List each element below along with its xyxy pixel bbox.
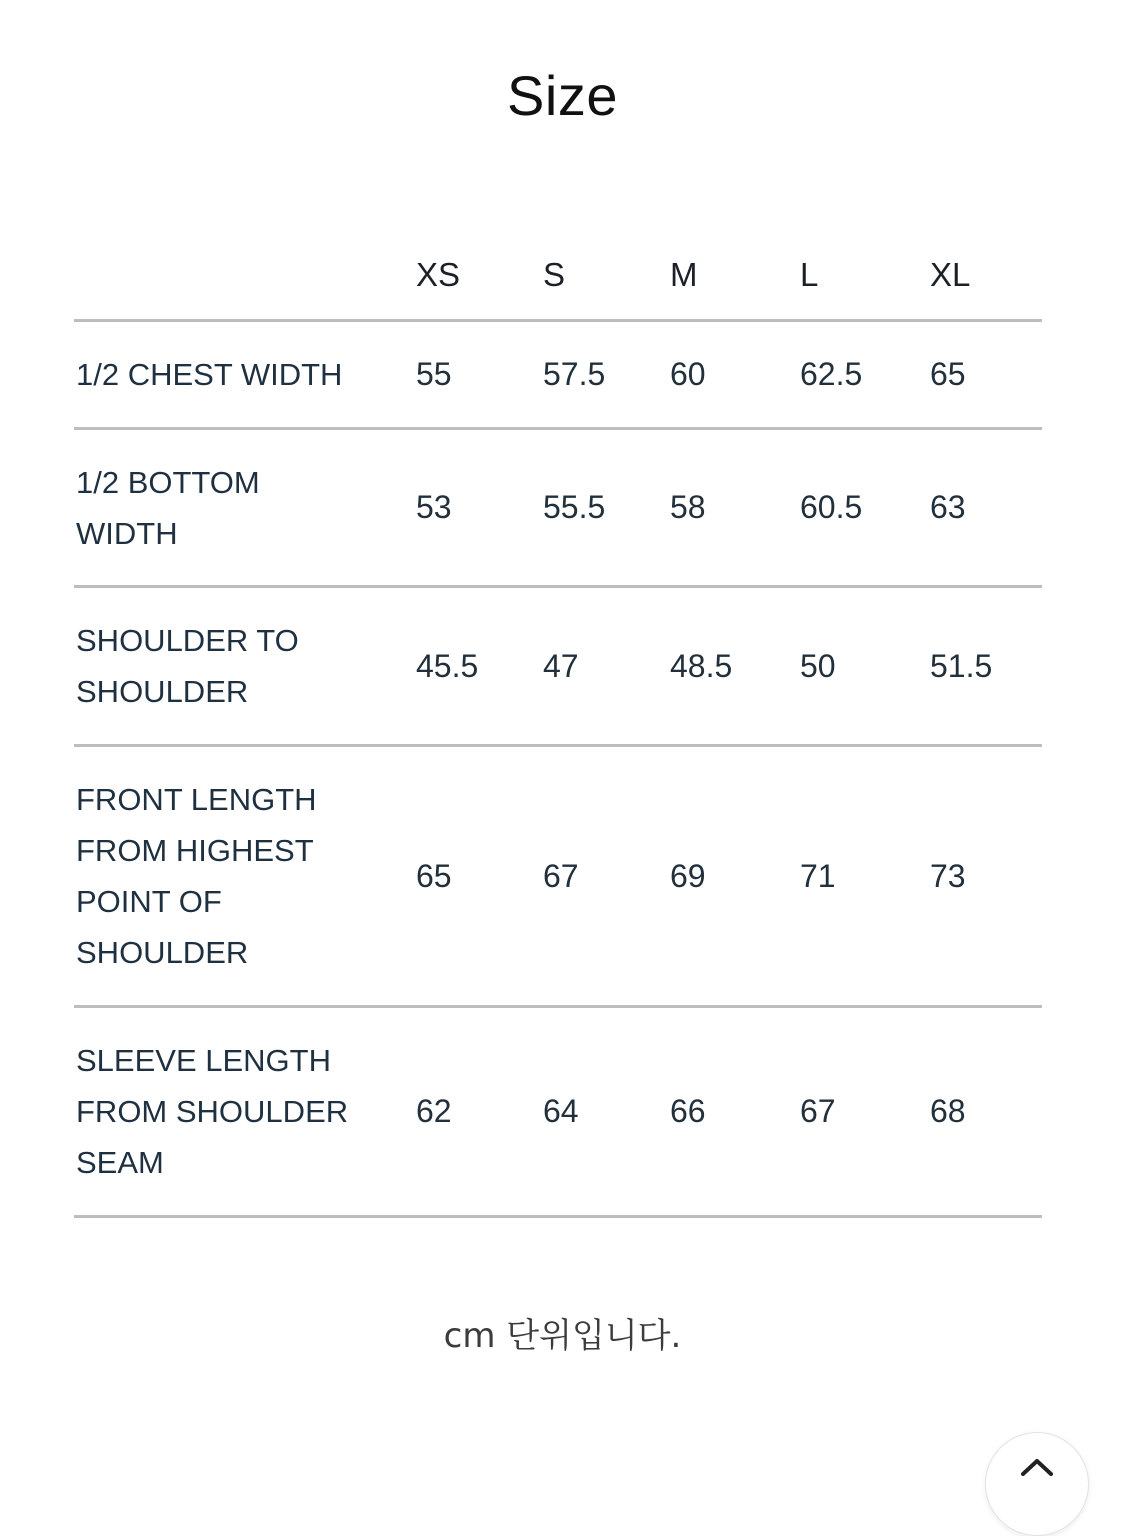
chevron-up-icon	[1020, 1457, 1054, 1477]
scroll-to-top-button[interactable]	[985, 1432, 1089, 1536]
row-label	[74, 746, 416, 1007]
table-header-row	[74, 230, 1042, 321]
unit-note: cm 단위입니다.	[443, 1316, 682, 1356]
table-cell: 67	[800, 1007, 930, 1217]
table-cell: 63	[930, 429, 1042, 587]
label-line: SHOULDER TO	[76, 623, 299, 658]
label-line: 1/2 BOTTOM	[76, 464, 260, 500]
table-cell: 68	[930, 1007, 1042, 1217]
label-line: FROM SHOULDER	[76, 1094, 349, 1129]
row-label	[74, 321, 416, 429]
table-cell: 71	[800, 746, 930, 1007]
size-chart-table	[74, 230, 1042, 1218]
table-cell: 64	[543, 1007, 670, 1217]
table-cell: 66	[670, 1007, 800, 1217]
label-line: FROM HIGHEST	[76, 833, 314, 868]
row-label	[74, 587, 416, 746]
table-cell: 62	[416, 1007, 543, 1217]
table-cell: 58	[670, 429, 800, 587]
label-line: 1/2 CHEST WIDTH	[76, 357, 343, 392]
table-cell: 67	[543, 746, 670, 1007]
header-size-xs: XS	[416, 230, 543, 321]
table-cell: 51.5	[930, 587, 1042, 746]
table-row	[74, 746, 1042, 1007]
table-cell: 73	[930, 746, 1042, 1007]
page-title: Size	[507, 64, 618, 127]
table-cell: 62.5	[800, 321, 930, 429]
label-line: FRONT LENGTH	[76, 782, 317, 817]
table-cell: 60	[670, 321, 800, 429]
table-cell: 45.5	[416, 587, 543, 746]
label-line: SEAM	[76, 1145, 164, 1180]
table-cell: 55.5	[543, 429, 670, 587]
table-cell: 65	[930, 321, 1042, 429]
header-size-xl: XL	[930, 230, 1042, 321]
label-line: SHOULDER	[76, 674, 249, 709]
header-label-cell	[74, 230, 416, 321]
table-cell: 60.5	[800, 429, 930, 587]
table-cell: 48.5	[670, 587, 800, 746]
table-row	[74, 1007, 1042, 1217]
table-row	[74, 429, 1042, 587]
header-size-s: S	[543, 230, 670, 321]
table-cell: 50	[800, 587, 930, 746]
table-cell: 53	[416, 429, 543, 587]
label-line: WIDTH	[76, 515, 178, 551]
label-line: SHOULDER	[76, 935, 249, 970]
table-cell: 65	[416, 746, 543, 1007]
header-size-l: L	[800, 230, 930, 321]
table-cell: 69	[670, 746, 800, 1007]
table-row	[74, 587, 1042, 746]
label-line: SLEEVE LENGTH	[76, 1043, 331, 1078]
table-cell: 57.5	[543, 321, 670, 429]
table-cell: 55	[416, 321, 543, 429]
table-row	[74, 321, 1042, 429]
label-line: POINT OF	[76, 884, 222, 919]
table-cell: 47	[543, 587, 670, 746]
row-label	[74, 1007, 416, 1217]
header-size-m: M	[670, 230, 800, 321]
row-label	[74, 429, 416, 587]
